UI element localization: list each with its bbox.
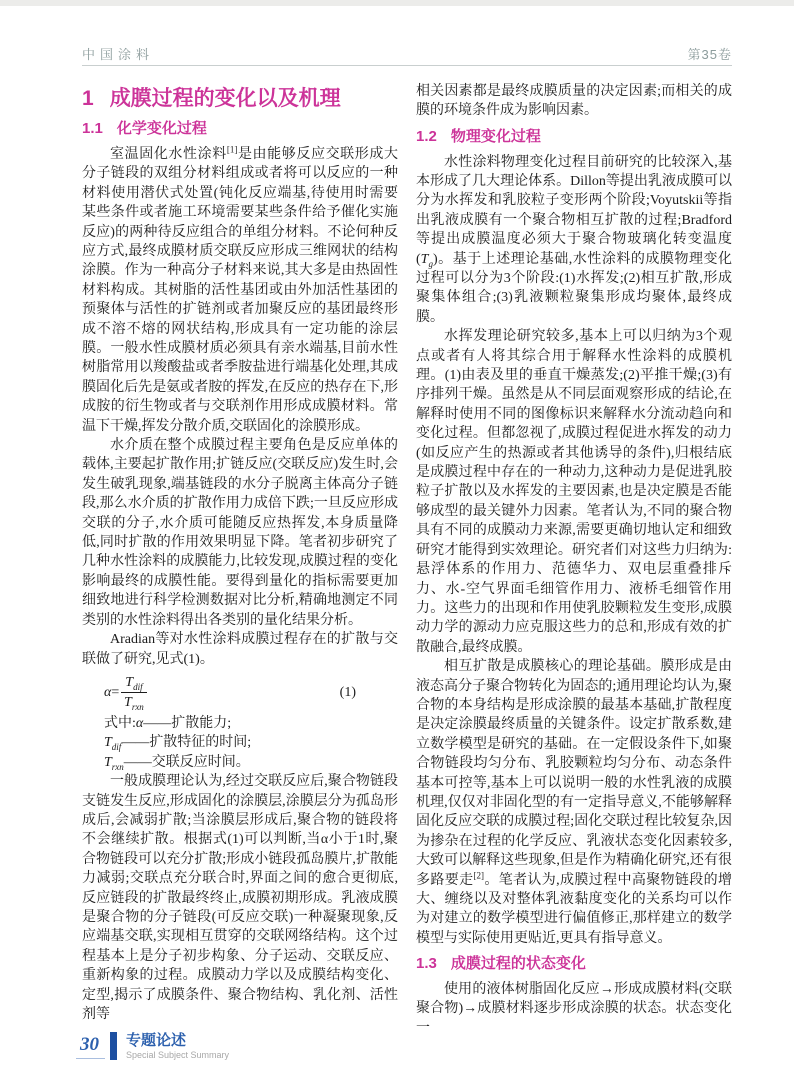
equation-equals: =: [111, 684, 120, 700]
paragraph-text: 室温固化水性涂料: [110, 146, 227, 162]
definition-text: ——扩散能力;: [143, 715, 232, 731]
fraction-denominator: [121, 693, 146, 711]
math-subscript: dif: [133, 681, 143, 692]
section-number: 1: [82, 87, 94, 110]
subsection-number: 1.1: [82, 120, 103, 138]
paragraph: 水介质在整个成膜过程主要角色是反应单体的载体,主要起扩散作用;扩链反应(交联反应)发生时,会发生破乳现象,端基链段的水分子脱离主体高分子链段,那么水介质的扩散作用力成倍下跌;一旦反应形成交联的分子,水介质可能随反应热挥发,本身质量降低,同时扩散的作用效果明显下降。笔者初步研究了几种水性涂料的成膜能力,比较发现,成膜过程的变化影响最终的成膜性能。要得到量化的指标需要更加细致地进行科学检测数据对比分析,精确地测定不同类别的水性涂料得出各类别的量化结果分析。: [82, 438, 398, 628]
math-subscript: rxn: [111, 761, 124, 772]
math-subscript: g: [428, 258, 433, 269]
subsection-title: 成膜过程的状态变化: [450, 955, 586, 973]
math-var: T: [104, 754, 112, 770]
math-var: α: [135, 715, 144, 731]
equation-fraction: [121, 674, 146, 711]
paragraph-text: 是由能够反应交联形成大分子链段的双组分材料组成或者将可以反应的一种材料使用潜伏式处置(钝化反应端基,待使用时需要某些条件或者施工环境需要某些条件给予催化实施反应)的两种待反应组合的单组分材料。不论何种反应方式,最终成膜材质交联反应形成三维网状的结构涂膜。作为一种高分子材料来说,其大多是由热固性材料构成。其树脂的活性基团或由外加活性基团的预聚体与活性的扩链剂或者加聚反应的基团最终形成不溶不熔的网状结构,形成具有一定功能的涂层膜。一般水性成膜材质必须具有亲水端基,目前水性树脂常用以羧酸盐或者季胺盐进行端基化处理,其成膜固化后先是氨或者胺的挥发,在反应的热存在下,形成胺的衍生物或者与交联剂作用形成成膜材料。常温下干燥,挥发分散介质,交联固化的涂膜形成。: [82, 146, 399, 434]
article-body: [82, 82, 732, 1038]
symbol-definition: [82, 714, 398, 733]
paragraph-text: 水性涂料物理变化过程目前研究的比较深入,基本形成了几大理论体系。Dillon等提出乳液成膜可以分为水挥发和乳胶粒子变形两个阶段;Voyutskii等指出乳液成膜有一个聚合物相互扩散的过程;Bradford等提出成膜温度必须大于聚合物玻璃化转变温度(: [416, 154, 732, 267]
page-number: 30: [76, 1032, 105, 1059]
definition-text: ——交联反应时间。: [123, 754, 250, 770]
math-var: T: [104, 735, 112, 751]
paragraph: 水挥发理论研究较多,基本上可以归纳为3个观点或者有人将其综合用于解释水性涂料的成膜机理。(1)由表及里的垂直干燥蒸发;(2)平推干燥;(3)有序排列干燥。虽然是从不同层面观察形成的结论,在解释时使用不同的图像标识来解释水分流动趋向和变化过程。但都忽视了,成膜过程促进水挥发的动力(如反应产生的热源或者其他诱导的条件),归根结底是成膜过程中存在的一种动力,这种动力是促进乳胶粒子扩散以及水挥发的主要因素,也是决定膜是否能够成型的最关键外力因素。笔者认为,不同的聚合物具有不同的成膜动力来源,需要更确切地认定和细致研究才能得到实效理论。研究者们对这些力归纳为:悬浮体系的作用力、范德华力、双电层重叠排斥力、水-空气界面毛细管作用力、液桥毛细管作用力。这些力的出现和作用使乳胶颗粒发生变形,成膜动力学的源动力应克服这些力的总和,形成有效的扩散融合,最终成膜。: [416, 329, 732, 655]
subsection-number: 1.3: [416, 955, 437, 973]
definition-text: ——扩散特征的时间;: [121, 735, 252, 751]
subsection-heading-1-1: [82, 120, 398, 139]
column-subtitle: Special Subject Summary: [126, 1050, 230, 1060]
journal-title: 中国涂料: [82, 47, 155, 62]
footer-divider-bar: [110, 1032, 117, 1060]
running-head: [82, 44, 732, 63]
section-heading-1: [82, 86, 398, 111]
citation-ref-1: [1]: [226, 144, 238, 155]
fraction-numerator: [121, 674, 146, 693]
footer-column-info: [126, 1032, 229, 1061]
paragraph-text: )。基于上述理论基础,水性涂料的成膜物理变化过程可以分为3个阶段:(1)水挥发;(2)相互扩散,形成聚集体组合;(3)乳液颗粒聚集形成均聚体,最终成膜。: [416, 251, 732, 325]
math-subscript: rxn: [131, 701, 144, 712]
paragraph: [416, 153, 732, 328]
left-column: [82, 82, 398, 1038]
equation-lhs: α: [104, 684, 112, 700]
paragraph-text: 相互扩散是成膜核心的理论基础。膜形成是由液态高分子聚合物转化为固态的;通用理论均认为,聚合物的本身结构是形成涂膜的最基本基础,扩散程度是决定涂膜最终质量的关键条件。设定扩散系数,建立数学模型是研究的基础。在一定假设条件下,如聚合物链段均匀分布、乳胶颗粒均匀分布、动态条件基本可控等,基本上可以说明一般的水性乳液的成膜机理,仅仅对非固化型的有一定指导意义,不能够解释固化反应交联的成膜过程;固化交联过程比较复杂,因为掺杂在过程的化学反应、乳液状态变化因素较多,大致可以解释这些现象,但是作为精确化研究,还有很多路要走: [416, 659, 732, 888]
column-title: 专题论述: [126, 1032, 187, 1049]
paragraph: 使用的液体树脂固化反应→形成成膜材料(交联聚合物)→成膜材料逐步形成涂膜的状态。状态变化一: [416, 981, 732, 1036]
equation-number: (1): [339, 684, 356, 700]
paragraph-continuation: 相关因素都是最终成膜质量的决定因素;而相关的成膜的环境条件成为影响因素。: [416, 84, 732, 119]
citation-ref-2: [2]: [473, 869, 484, 880]
subsection-heading-1-2: [416, 128, 732, 147]
math-var: T: [124, 694, 132, 710]
volume-label: 第35卷: [687, 47, 732, 62]
symbol-definition: [82, 733, 398, 752]
right-column: [416, 82, 732, 1038]
header-rule: [82, 65, 732, 66]
equation-1: [82, 674, 398, 711]
paragraph: [82, 145, 398, 436]
paragraph-text: 。笔者认为,成膜过程中高聚物链段的增大、缠绕以及对整体乳液黏度变化的关系均可以作为对建立的数学模型进行偏值修正,那样建立的数学模型与实际使用更贴近,更具有指导意义。: [416, 872, 733, 946]
paragraph: [416, 657, 732, 948]
subsection-title: 物理变化过程: [450, 127, 541, 145]
paragraph: 一般成膜理论认为,经过交联反应后,聚合物链段支链发生反应,形成固化的涂膜层,涂膜层分为孤岛形成后,会减弱扩散;当涂膜层形成后,聚合物的链段将不会继续扩散。根据式(1)可以判断,当α小于1时,聚合物链段可以充分扩散;形成小链段孤岛膜片,扩散能力减弱;交联点充分联合时,界面之间的愈合更彻底,反应链段的扩散最终终止,成膜初期形成。乳液成膜是聚合物的分子链段(可反应交联)一种凝聚现象,反应端基交联,实现相互贯穿的交联网络结构。这个过程基本上是分子初步构象、分子运动、交联反应、重新构象的过程。成膜动力学以及成膜结构变化、定型,揭示了成膜条件、聚合物结构、乳化剂、活性剂等: [82, 774, 398, 1022]
subsection-title: 化学变化过程: [116, 120, 207, 138]
math-subscript: dif: [111, 742, 122, 753]
section-title: 成膜过程的变化以及机理: [109, 87, 341, 110]
symbol-definition: [82, 753, 398, 772]
subsection-heading-1-3: [416, 955, 732, 974]
page-footer: [76, 1032, 229, 1061]
subsection-number: 1.2: [416, 127, 437, 145]
math-var: T: [125, 674, 134, 690]
paragraph: Aradian等对水性涂料成膜过程存在的扩散与交联做了研究,见式(1)。: [82, 632, 398, 667]
definition-prefix: 式中:: [104, 715, 136, 731]
math-var: T: [420, 251, 429, 267]
